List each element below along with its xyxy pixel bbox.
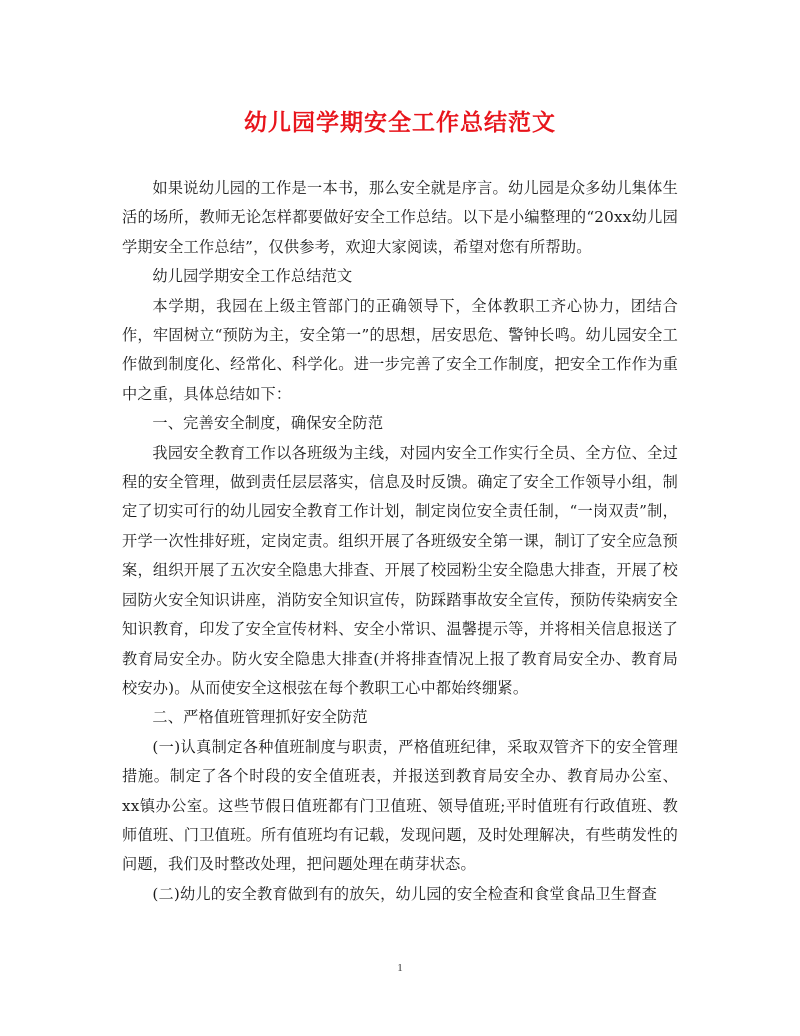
section-heading-1: 一、完善安全制度，确保安全防范 — [152, 414, 384, 433]
page-number: 1 — [397, 962, 403, 974]
section-2-item-2-paragraph: (二)幼儿的安全教育做到有的放矢，幼儿园的安全检查和食堂食品卫生督查 — [152, 884, 658, 903]
document-title: 幼儿园学期安全工作总结范文 — [244, 109, 556, 136]
overview-paragraph: 本学期，我园在上级主管部门的正确领导下，全体教职工齐心协力，团结合作，牢固树立“预防为主，安全第一”的思想，居安思危、警钟长鸣。幼儿园安全工作做到制度化、经常化、科学化。进一步完善了安全工作制度，把安全工作作为重中之重，具体总结如下： — [122, 296, 678, 403]
intro-paragraph: 如果说幼儿园的工作是一本书，那么安全就是序言。幼儿园是众多幼儿集体生活的场所，教师无论怎样都要做好安全工作总结。以下是小编整理的“20xx幼儿园学期安全工作总结”，仅供参考，欢迎大家阅读，希望对您有所帮助。 — [122, 179, 678, 256]
section-2-item-1-paragraph: (一)认真制定各种值班制度与职责，严格值班纪律，采取双管齐下的安全管理措施。制定了各个时段的安全值班表，并报送到教育局安全办、教育局办公室、xx镇办公室。这些节假日值班都有门卫值班、领导值班;平时值班有行政值班、教师值班、门卫值班。所有值班均有记载，发现问题，及时处理解决，有些萌发性的问题，我们及时整改处理，把问题处理在萌芽状态。 — [122, 737, 678, 874]
section-1-paragraph: 我园安全教育工作以各班级为主线，对园内安全工作实行全员、全方位、全过程的安全管理，做到责任层层落实，信息及时反馈。确定了安全工作领导小组，制定了切实可行的幼儿园安全教育工作计划，制定岗位安全责任制，“一岗双责”制，开学一次性排好班，定岗定责。组织开展了各班级安全第一课，制订了安全应急预案，组织开展了五次安全隐患大排查、开展了校园粉尘安全隐患大排查，开展了校园防火安全知识讲座，消防安全知识宣传，防踩踏事故安全宣传，预防传染病安全知识教育，印发了安全宣传材料、安全小常识、温馨提示等，并将相关信息报送了教育局安全办。防火安全隐患大排查(并将排查情况上报了教育局安全办、教育局校安办)。从而使安全这根弦在每个教职工心中都始终绷紧。 — [122, 443, 678, 697]
subtitle-paragraph: 幼儿园学期安全工作总结范文 — [152, 267, 353, 286]
section-heading-2: 二、严格值班管理抓好安全防范 — [152, 708, 368, 727]
document-body — [122, 174, 678, 909]
